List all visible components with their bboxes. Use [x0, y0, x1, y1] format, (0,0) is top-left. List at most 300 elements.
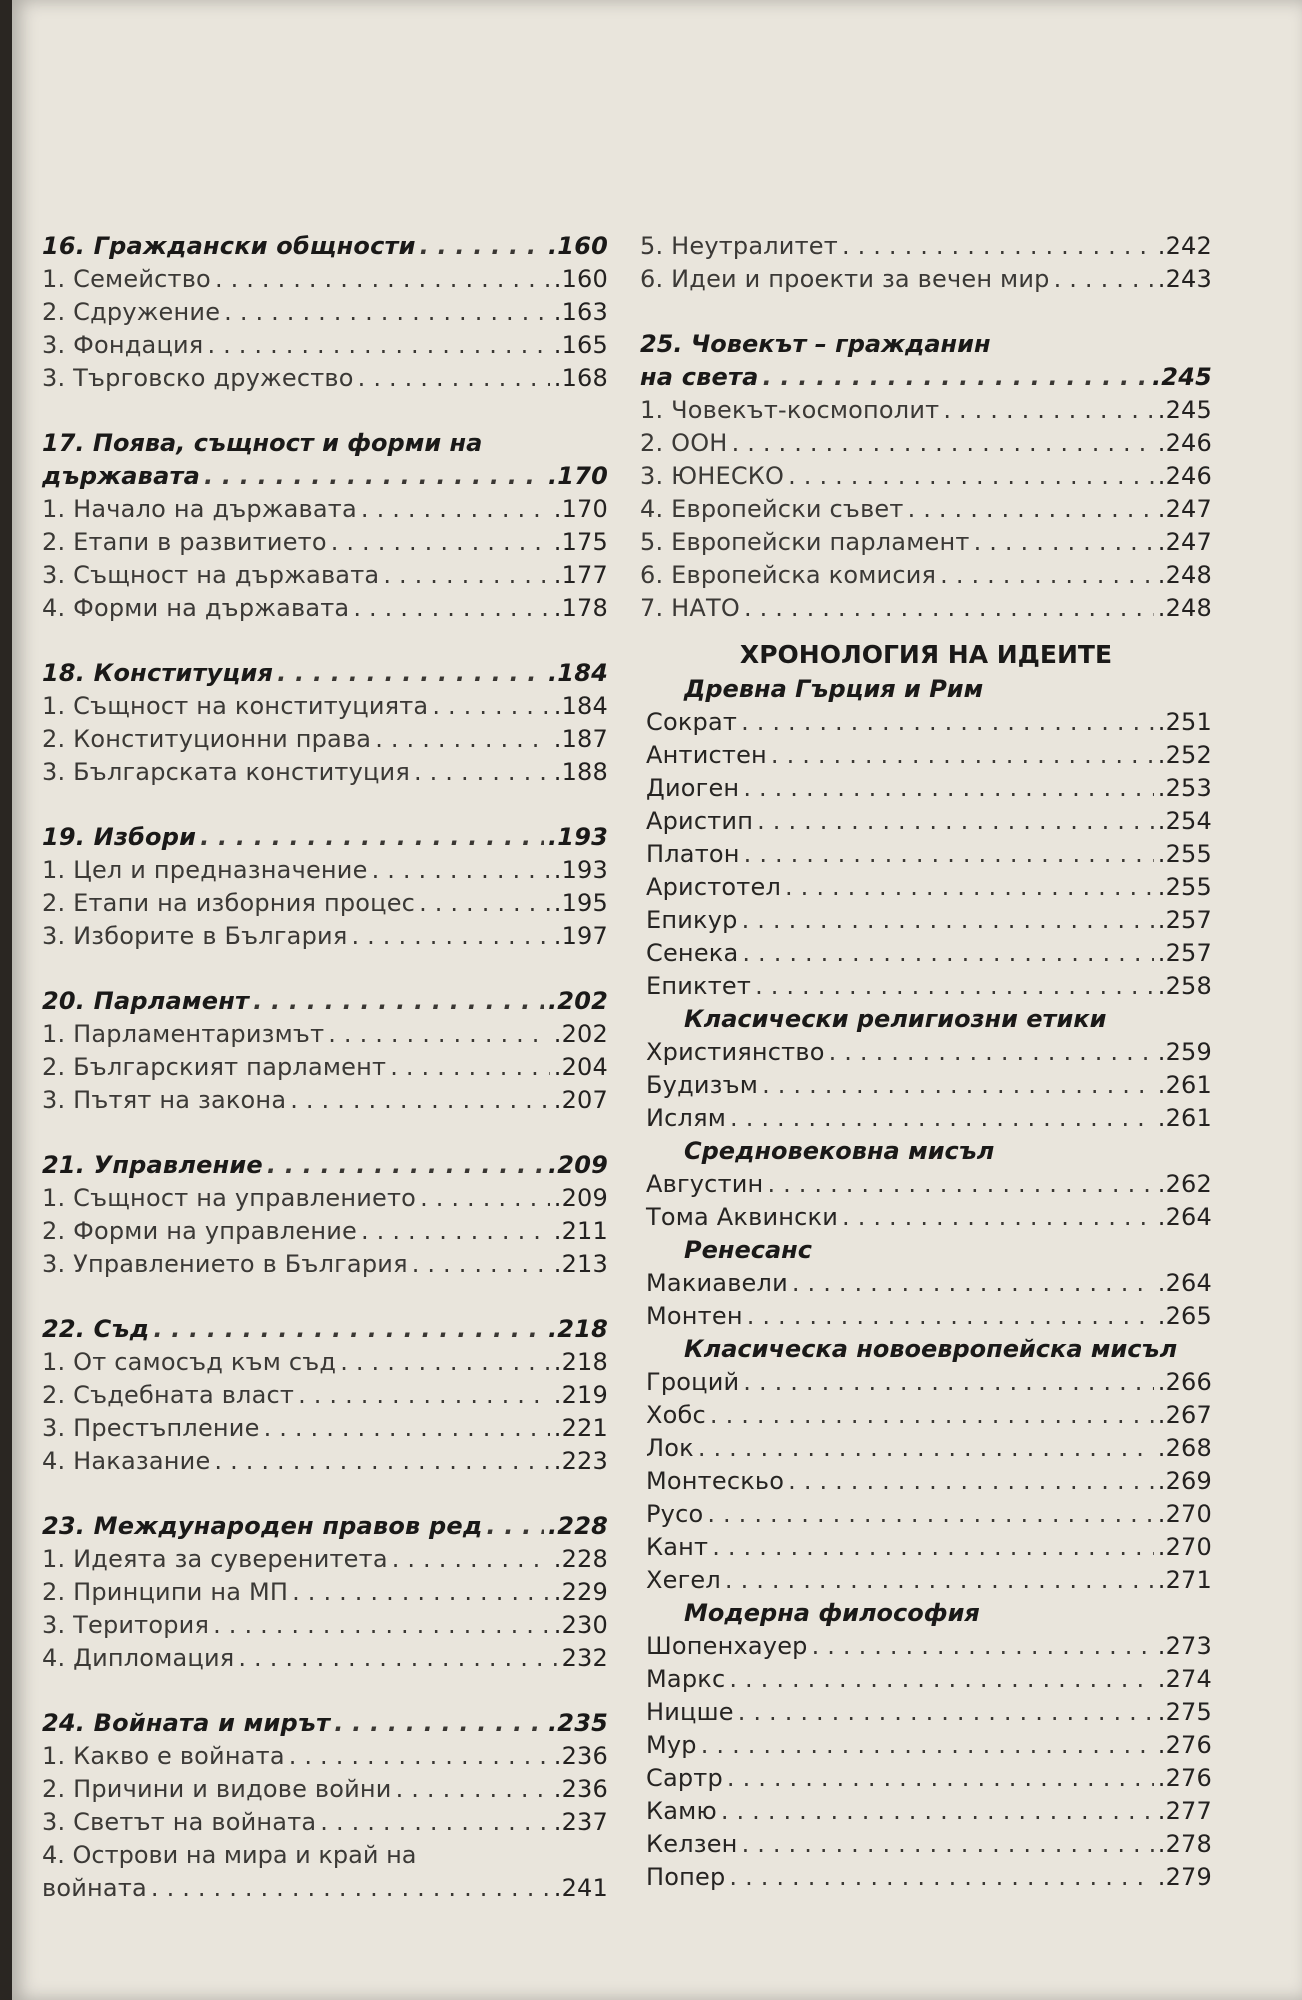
toc-item: [42, 1543, 608, 1576]
item-title: 2. Причини и видове войни: [42, 1775, 392, 1803]
chapter-title: 18. Конституция: [42, 659, 274, 687]
page-number: .277: [1157, 1797, 1212, 1825]
item-title: 1. Цел и предназначение: [42, 856, 368, 884]
item-title: 1. Човекът-космополит: [640, 396, 940, 424]
toc-chapter-18: [42, 657, 608, 690]
toc-chapter-19: [42, 821, 608, 854]
chronology-list: [640, 673, 1212, 1894]
dot-leader: [340, 1346, 550, 1379]
item-title: 1. Парламентаризмът: [42, 1020, 325, 1048]
page-number: .202: [553, 1020, 608, 1048]
item-title: 2. Форми на управление: [42, 1217, 358, 1245]
dot-leader: [253, 985, 544, 1018]
philosopher-name: Камю: [646, 1797, 717, 1825]
page-number: .160: [547, 232, 608, 260]
page-number: .276: [1157, 1731, 1212, 1759]
dot-leader: [214, 1445, 549, 1478]
toc-left-column: [42, 230, 608, 1905]
page-number: .255: [1157, 873, 1212, 901]
dot-leader: [744, 592, 1154, 625]
era-heading: Класическа новоевропейска мисъл: [684, 1335, 1178, 1363]
toc-item: [640, 427, 1212, 460]
dot-leader: [842, 1201, 1154, 1234]
page-number: .243: [1157, 265, 1212, 293]
toc-item: [42, 690, 608, 723]
dot-leader: [771, 739, 1154, 772]
page-number: .213: [553, 1250, 608, 1278]
page-number: .246: [1157, 462, 1212, 490]
toc-item: [42, 559, 608, 592]
dot-leader: [204, 460, 544, 493]
toc-item: [42, 723, 608, 756]
dot-leader: [420, 1182, 550, 1215]
item-title: 6. Идеи и проекти за вечен мир: [640, 265, 1050, 293]
dot-leader: [328, 1018, 550, 1051]
era-heading: Модерна философия: [684, 1599, 980, 1627]
item-title: 1. Какво е войната: [42, 1742, 285, 1770]
toc-item: [42, 1084, 608, 1117]
philosopher-entry: [640, 904, 1212, 937]
dot-leader: [420, 230, 544, 263]
philosopher-entry: [640, 1168, 1212, 1201]
philosopher-name: Епикур: [646, 906, 738, 934]
dot-leader: [207, 329, 549, 362]
dot-leader: [361, 493, 550, 526]
page-number: .204: [553, 1053, 608, 1081]
philosopher-name: Епиктет: [646, 972, 752, 1000]
page-number: .251: [1157, 708, 1212, 736]
philosopher-name: Ислям: [646, 1104, 727, 1132]
toc-chapter-21: [42, 1149, 608, 1182]
philosopher-name: Шопенхауер: [646, 1632, 808, 1660]
chapter-title: 20. Парламент: [42, 987, 250, 1015]
toc-item: [640, 559, 1212, 592]
item-title: 3. Територия: [42, 1611, 210, 1639]
philosopher-name: Мур: [646, 1731, 697, 1759]
item-title: 1. Идеята за суверенитета: [42, 1545, 388, 1573]
dot-leader: [486, 1510, 544, 1543]
philosopher-name: Антистен: [646, 741, 767, 769]
page-number: .241: [553, 1874, 608, 1902]
page-number: .274: [1157, 1665, 1212, 1693]
chapter-title: 19. Избори: [42, 823, 197, 851]
page-number: .270: [1157, 1500, 1212, 1528]
dot-leader: [743, 772, 1153, 805]
page-number: .175: [553, 528, 608, 556]
page-number: .269: [1157, 1467, 1212, 1495]
philosopher-entry: [640, 1432, 1212, 1465]
toc-item: [42, 1215, 608, 1248]
toc-item: [42, 887, 608, 920]
page-number: .184: [547, 659, 608, 687]
page-number: .264: [1157, 1269, 1212, 1297]
toc-item: [42, 920, 608, 953]
page-number: .221: [553, 1414, 608, 1442]
philosopher-name: Хегел: [646, 1566, 721, 1594]
toc-chapter-16: [42, 230, 608, 263]
page-number: .178: [553, 594, 608, 622]
item-title: 3. Търговско дружество: [42, 364, 354, 392]
spacer: [640, 296, 1212, 328]
dot-leader: [200, 821, 544, 854]
chapter-title: 21. Управление: [42, 1151, 263, 1179]
dot-leader: [755, 970, 1154, 1003]
page-number: .229: [553, 1578, 608, 1606]
dot-leader: [940, 559, 1154, 592]
dot-leader: [943, 394, 1153, 427]
toc-item: [640, 460, 1212, 493]
philosopher-name: Аристотел: [646, 873, 781, 901]
philosopher-name: Монтескьо: [646, 1467, 785, 1495]
item-title: войната: [42, 1874, 147, 1902]
page-number: .202: [547, 987, 608, 1015]
item-title: 5. Неутралитет: [640, 232, 838, 260]
philosopher-entry: [640, 1663, 1212, 1696]
dot-leader: [298, 1379, 550, 1412]
item-title: 7. НАТО: [640, 594, 740, 622]
philosopher-name: Тома Аквински: [646, 1203, 839, 1231]
philosopher-name: Сенека: [646, 939, 739, 967]
philosopher-entry: [640, 1630, 1212, 1663]
dot-leader: [812, 1630, 1154, 1663]
item-title: 1. Същност на управлението: [42, 1184, 417, 1212]
page-number: .219: [553, 1381, 608, 1409]
toc-chapter-24: [42, 1707, 608, 1740]
philosopher-entry: [640, 1069, 1212, 1102]
dot-leader: [974, 526, 1154, 559]
toc-item: [42, 1773, 608, 1806]
item-title: 3. Фондация: [42, 331, 204, 359]
chapter-title: 23. Международен правов ред: [42, 1512, 483, 1540]
item-title: 1. Същност на конституцията: [42, 692, 429, 720]
page-number: .211: [553, 1217, 608, 1245]
page-number: .228: [553, 1545, 608, 1573]
chapter-title: 22. Съд: [42, 1315, 150, 1343]
page-number: .209: [553, 1184, 608, 1212]
page-number: .177: [553, 561, 608, 589]
item-title: 3. Изборите в България: [42, 922, 348, 950]
chronology-heading: ХРОНОЛОГИЯ НА ИДЕИТЕ: [739, 640, 1113, 669]
toc-chapter-25: [640, 361, 1212, 394]
spacer: [42, 789, 608, 821]
page-number: .218: [553, 1348, 608, 1376]
philosopher-entry: [640, 1300, 1212, 1333]
page-number: .271: [1157, 1566, 1212, 1594]
page-number: .188: [553, 758, 608, 786]
toc-item: [42, 1806, 608, 1839]
page-number: .258: [1157, 972, 1212, 1000]
item-title: 2. Сдружение: [42, 298, 221, 326]
philosopher-name: Платон: [646, 840, 740, 868]
item-title: 3. Престъпление: [42, 1414, 260, 1442]
toc-item: [640, 592, 1212, 625]
toc-item: [640, 493, 1212, 526]
spacer: [42, 1478, 608, 1510]
page-number: .218: [547, 1315, 608, 1343]
toc-item: [640, 263, 1212, 296]
page-number: .223: [553, 1447, 608, 1475]
chapter-title-line: 25. Човекът – гражданин: [640, 330, 991, 358]
page-number: .237: [553, 1808, 608, 1836]
spacer: [42, 953, 608, 985]
page-number: .236: [553, 1742, 608, 1770]
chapter-title: на света: [640, 363, 759, 391]
philosopher-entry: [640, 706, 1212, 739]
philosopher-name: Диоген: [646, 774, 740, 802]
toc-item: [42, 263, 608, 296]
dot-leader: [829, 1036, 1154, 1069]
dot-leader: [741, 706, 1154, 739]
era-heading: Средновековна мисъл: [684, 1137, 995, 1165]
page-number: .264: [1157, 1203, 1212, 1231]
philosopher-name: Сократ: [646, 708, 738, 736]
toc-item: [42, 592, 608, 625]
dot-leader: [390, 1051, 550, 1084]
item-title: 3. ЮНЕСКО: [640, 462, 785, 490]
page-number: .267: [1157, 1401, 1212, 1429]
dot-leader: [151, 1872, 550, 1905]
philosopher-entry: [640, 1729, 1212, 1762]
toc-item: [42, 1346, 608, 1379]
philosopher-entry: [640, 1399, 1212, 1432]
page-number: .248: [1157, 561, 1212, 589]
page-number: .261: [1157, 1104, 1212, 1132]
toc-right-column: [640, 230, 1212, 1894]
philosopher-name: Августин: [646, 1170, 764, 1198]
philosopher-entry: [640, 1861, 1212, 1894]
dot-leader: [334, 1707, 544, 1740]
philosopher-entry: [640, 805, 1212, 838]
dot-leader: [744, 838, 1154, 871]
item-title: 2. Етапи в развитието: [42, 528, 327, 556]
page-number: .160: [553, 265, 608, 293]
page-number: .230: [553, 1611, 608, 1639]
philosopher-entry: [640, 1564, 1212, 1597]
page-number: .236: [553, 1775, 608, 1803]
page-number: .255: [1157, 840, 1212, 868]
dot-leader: [1054, 263, 1154, 296]
page-number: 232: [561, 1644, 608, 1672]
philosopher-entry: [640, 1828, 1212, 1861]
chapter-title: държавата: [42, 462, 200, 490]
toc-chapter-17: [42, 460, 608, 493]
philosopher-name: Аристип: [646, 807, 754, 835]
page-number: .168: [553, 364, 608, 392]
dot-leader: [419, 887, 550, 920]
page-number: .165: [553, 331, 608, 359]
item-title: 4. Наказание: [42, 1447, 211, 1475]
dot-leader: [785, 871, 1154, 904]
page-number: .257: [1157, 939, 1212, 967]
philosopher-entry: [640, 970, 1212, 1003]
page-number: .252: [1157, 741, 1212, 769]
toc-item: [42, 296, 608, 329]
toc-chapter-22: [42, 1313, 608, 1346]
dot-leader: [412, 1248, 550, 1281]
philosopher-name: Макиавели: [646, 1269, 788, 1297]
page-number: .245: [1151, 363, 1212, 391]
philosopher-name: Монтен: [646, 1302, 743, 1330]
toc-item: [640, 394, 1212, 427]
item-title: 4. Европейски съвет: [640, 495, 904, 523]
dot-leader: [414, 756, 550, 789]
philosopher-entry: [640, 1102, 1212, 1135]
dot-leader: [213, 1609, 550, 1642]
dot-leader: [289, 1740, 550, 1773]
era-heading: Древна Гърция и Рим: [684, 675, 984, 703]
toc-item: [42, 1051, 608, 1084]
chapter-title: 24. Войната и мирът: [42, 1709, 331, 1737]
toc-item: [42, 493, 608, 526]
dot-leader: [742, 937, 1153, 970]
toc-item: [42, 1872, 608, 1905]
chapter-title: 16. Граждански общности: [42, 232, 416, 260]
page-number: .279: [1157, 1863, 1212, 1891]
dot-leader: [732, 427, 1154, 460]
dot-leader: [153, 1313, 544, 1346]
toc-item: [42, 1379, 608, 1412]
page-number: .257: [1157, 906, 1212, 934]
dot-leader: [729, 1663, 1153, 1696]
philosopher-name: Хобс: [646, 1401, 706, 1429]
item-title: 3. Същност на държавата: [42, 561, 380, 589]
dot-leader: [277, 657, 544, 690]
page-number: .209: [547, 1151, 608, 1179]
page-number: .197: [553, 922, 608, 950]
dot-leader: [383, 559, 549, 592]
dot-leader: [224, 296, 550, 329]
item-title: 2. Съдебната власт: [42, 1381, 295, 1409]
toc-item: [42, 1609, 608, 1642]
page-number: .193: [547, 823, 608, 851]
page-number: .278: [1157, 1830, 1212, 1858]
era-heading: Ренесанс: [684, 1236, 812, 1264]
dot-leader: [353, 592, 549, 625]
page-number: .187: [553, 725, 608, 753]
philosopher-name: Християнство: [646, 1038, 825, 1066]
dot-leader: [729, 1861, 1153, 1894]
dot-leader: [742, 904, 1154, 937]
page-number: .245: [1157, 396, 1212, 424]
philosopher-entry: [640, 1201, 1212, 1234]
dot-leader: [788, 1465, 1154, 1498]
item-title: 5. Европейски парламент: [640, 528, 970, 556]
item-title: 6. Европейска комисия: [640, 561, 937, 589]
page-number: .248: [1157, 594, 1212, 622]
item-title: 2. Българският парламент: [42, 1053, 387, 1081]
page-number: .273: [1157, 1632, 1212, 1660]
page-number: .259: [1157, 1038, 1212, 1066]
page-number: .207: [553, 1086, 608, 1114]
item-title: 3. Българската конституция: [42, 758, 410, 786]
philosopher-entry: [640, 1465, 1212, 1498]
item-title: 3. Пътят на закона: [42, 1086, 287, 1114]
dot-leader: [721, 1795, 1154, 1828]
toc-item: [42, 1740, 608, 1773]
page-number: .184: [553, 692, 608, 720]
page-number: .242: [1157, 232, 1212, 260]
dot-leader: [215, 263, 550, 296]
toc-item: [42, 1576, 608, 1609]
item-title: 2. Конституционни права: [42, 725, 372, 753]
item-title: 3. Управлението в България: [42, 1250, 408, 1278]
philosopher-entry: [640, 1366, 1212, 1399]
dot-leader: [742, 1828, 1154, 1861]
toc-item: [42, 1018, 608, 1051]
dot-leader: [698, 1432, 1154, 1465]
page-number: .254: [1157, 807, 1212, 835]
item-title: 1. От самосъд към съд: [42, 1348, 337, 1376]
toc-item: [42, 1248, 608, 1281]
toc-item: [42, 1412, 608, 1445]
dot-leader: [730, 1102, 1154, 1135]
page-number: .253: [1157, 774, 1212, 802]
dot-leader: [392, 1543, 550, 1576]
philosopher-entry: [640, 772, 1212, 805]
philosopher-entry: [640, 1696, 1212, 1729]
page-number: .265: [1157, 1302, 1212, 1330]
item-title-line: 4. Острови на мира и край на: [42, 1841, 417, 1869]
page-number: .261: [1157, 1071, 1212, 1099]
chapter-title-line: 17. Поява, същност и форми на: [42, 429, 483, 457]
toc-item: [640, 230, 1212, 263]
page-number: .170: [553, 495, 608, 523]
dot-leader: [372, 854, 550, 887]
toc-item: [42, 526, 608, 559]
philosopher-entry: [640, 1267, 1212, 1300]
dot-leader: [738, 1696, 1154, 1729]
dot-leader: [767, 1168, 1153, 1201]
dot-leader: [238, 1642, 557, 1675]
item-title: 3. Светът на войната: [42, 1808, 317, 1836]
era-heading: Класически религиозни етики: [684, 1005, 1107, 1033]
spacer: [42, 1117, 608, 1149]
dot-leader: [707, 1498, 1153, 1531]
page-number: .163: [553, 298, 608, 326]
dot-leader: [725, 1564, 1154, 1597]
toc-item: [42, 854, 608, 887]
page-number: .193: [553, 856, 608, 884]
page-number: .195: [553, 889, 608, 917]
toc-item: [42, 1182, 608, 1215]
dot-leader: [757, 805, 1154, 838]
dot-leader: [290, 1084, 550, 1117]
spacer: [42, 1675, 608, 1707]
philosopher-name: Маркс: [646, 1665, 726, 1693]
philosopher-entry: [640, 838, 1212, 871]
dot-leader: [727, 1762, 1154, 1795]
page-number: .246: [1157, 429, 1212, 457]
philosopher-name: Русо: [646, 1500, 704, 1528]
philosopher-entry: [640, 1762, 1212, 1795]
page-number: .247: [1157, 528, 1212, 556]
philosopher-entry: [640, 937, 1212, 970]
philosopher-name: Ницше: [646, 1698, 734, 1726]
page-number: .275: [1157, 1698, 1212, 1726]
dot-leader: [361, 1215, 550, 1248]
item-title: 2. Етапи на изборния процес: [42, 889, 416, 917]
spacer: [42, 395, 608, 427]
page-number: .235: [547, 1709, 608, 1737]
book-page: [12, 0, 1302, 2000]
philosopher-entry: [640, 1531, 1212, 1564]
dot-leader: [762, 1069, 1154, 1102]
toc-chapter-20: [42, 985, 608, 1018]
toc-item: [640, 526, 1212, 559]
page-number: .228: [547, 1512, 608, 1540]
toc-item: [42, 329, 608, 362]
dot-leader: [267, 1149, 544, 1182]
